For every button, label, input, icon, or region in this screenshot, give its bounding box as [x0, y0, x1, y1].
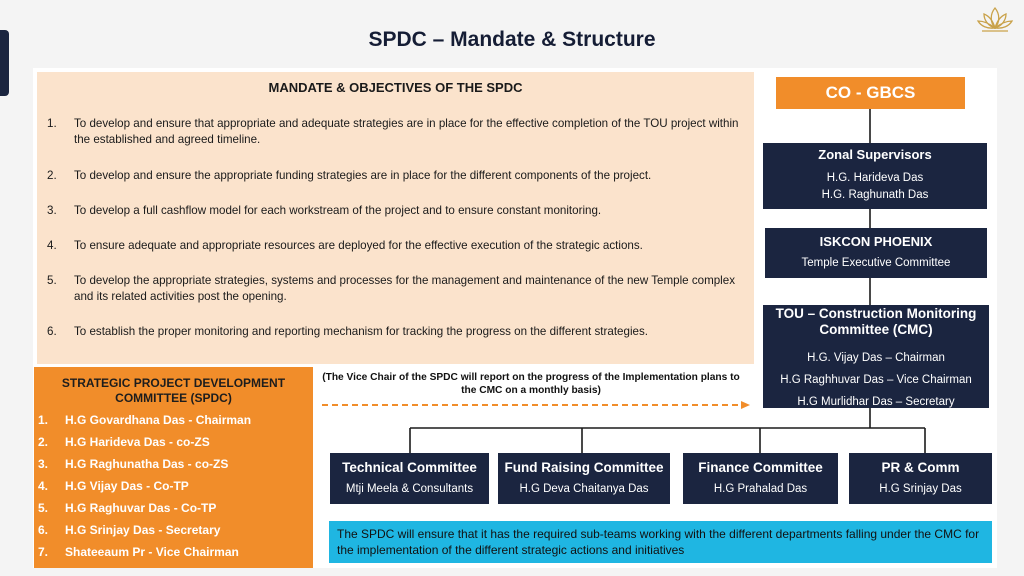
tou-title-line2: Committee (CMC) — [819, 322, 933, 337]
reporting-arrow-head-icon — [741, 401, 750, 409]
spdc-member-name: H.G Govardhana Das - Chairman — [65, 413, 252, 427]
zonal-member: H.G. Harideva Das — [826, 172, 924, 184]
tou-title-line1: TOU – Construction Monitoring — [775, 306, 977, 321]
iskcon-subtitle: Temple Executive Committee — [801, 257, 951, 269]
spdc-member-name: Shateeaum Pr - Vice Chairman — [65, 545, 239, 559]
zonal-title: Zonal Supervisors — [818, 147, 932, 162]
committee-title: Fund Raising Committee — [504, 460, 664, 475]
spdc-member-number: 2. — [38, 435, 49, 449]
mandate-heading: MANDATE & OBJECTIVES OF THE SPDC — [268, 80, 523, 95]
finance-committee-box — [683, 453, 838, 504]
mandate-item-number: 5. — [47, 274, 57, 287]
reporting-note: (The Vice Chair of the SPDC will report on the progress of the Implementation plans to the CMC on a monthly basis) — [322, 372, 740, 396]
spdc-member-name: H.G Raghuvar Das - Co-TP — [65, 501, 217, 515]
committee-chair: H.G Srinjay Das — [879, 483, 962, 495]
spdc-member-number: 1. — [38, 413, 49, 427]
spdc-member-number: 3. — [38, 457, 49, 471]
spdc-heading: STRATEGIC PROJECT DEVELOPMENT COMMITTEE (SPDC) — [61, 376, 286, 405]
zonal-supervisors-box — [763, 143, 987, 209]
spdc-member-number: 6. — [38, 523, 49, 537]
tou-cmc-box — [763, 305, 989, 408]
spdc-member-name: H.G Harideva Das - co-ZS — [65, 435, 210, 449]
spdc-member-name: H.G Raghunatha Das - co-ZS — [65, 457, 229, 471]
mandate-item-text: To establish the proper monitoring and reporting mechanism for tracking the progress on the different strategies. — [74, 325, 648, 338]
info-text: The SPDC will ensure that it has the required sub-teams working with the different departments falling under the CMC for the implementation of the different strategic actions and initiatives — [337, 527, 980, 557]
technical-committee-box — [330, 453, 489, 504]
spdc-member-name: H.G Srinjay Das - Secretary — [65, 523, 221, 537]
committee-title: PR & Comm — [881, 460, 960, 475]
committee-chair: Mtji Meela & Consultants — [345, 483, 474, 495]
mandate-item-text: To develop the appropriate strategies, systems and processes for the management and maintenance of the new Temple complex and its related activities post the opening. — [74, 274, 736, 303]
committee-title: Finance Committee — [698, 460, 823, 475]
committee-chair: H.G Prahalad Das — [713, 483, 808, 495]
mandate-item-number: 2. — [47, 169, 57, 182]
co-gbcs-box: CO - GBCS — [776, 77, 965, 109]
mandate-item-number: 1. — [47, 117, 57, 130]
pr-comm-box — [849, 453, 992, 504]
tou-member: H.G. Vijay Das – Chairman — [807, 352, 945, 364]
info-banner — [329, 521, 992, 563]
tou-member: H.G Murlidhar Das – Secretary — [797, 396, 955, 408]
iskcon-phoenix-box — [765, 228, 987, 278]
spdc-member-name: H.G Vijay Das - Co-TP — [65, 479, 189, 493]
mandate-item-number: 4. — [47, 239, 57, 252]
mandate-item-number: 3. — [47, 204, 57, 217]
mandate-item-text: To develop a full cashflow model for each workstream of the project and to ensure constant monitoring. — [74, 204, 602, 217]
iskcon-title: ISKCON PHOENIX — [819, 234, 933, 249]
mandate-item-text: To ensure adequate and appropriate resources are deployed for the effective execution of the strategic actions. — [74, 239, 643, 252]
mandate-item-number: 6. — [47, 325, 57, 338]
mandate-item-text: To develop and ensure the appropriate funding strategies are in place for the different components of the project. — [74, 169, 652, 182]
fund-raising-committee-box — [498, 453, 670, 504]
spdc-member-number: 7. — [38, 545, 49, 559]
spdc-member-number: 4. — [38, 479, 49, 493]
tou-member: H.G Raghhuvar Das – Vice Chairman — [780, 374, 972, 386]
committee-chair: H.G Deva Chaitanya Das — [519, 483, 649, 495]
mandate-item-text: To develop and ensure that appropriate and adequate strategies are in place for the effective completion of the TOU project within the established and agreed timeline. — [74, 117, 739, 146]
committee-title: Technical Committee — [342, 460, 477, 475]
spdc-member-number: 5. — [38, 501, 49, 515]
page-title: SPDC – Mandate & Structure — [368, 28, 656, 51]
zonal-member: H.G. Raghunath Das — [821, 189, 929, 201]
